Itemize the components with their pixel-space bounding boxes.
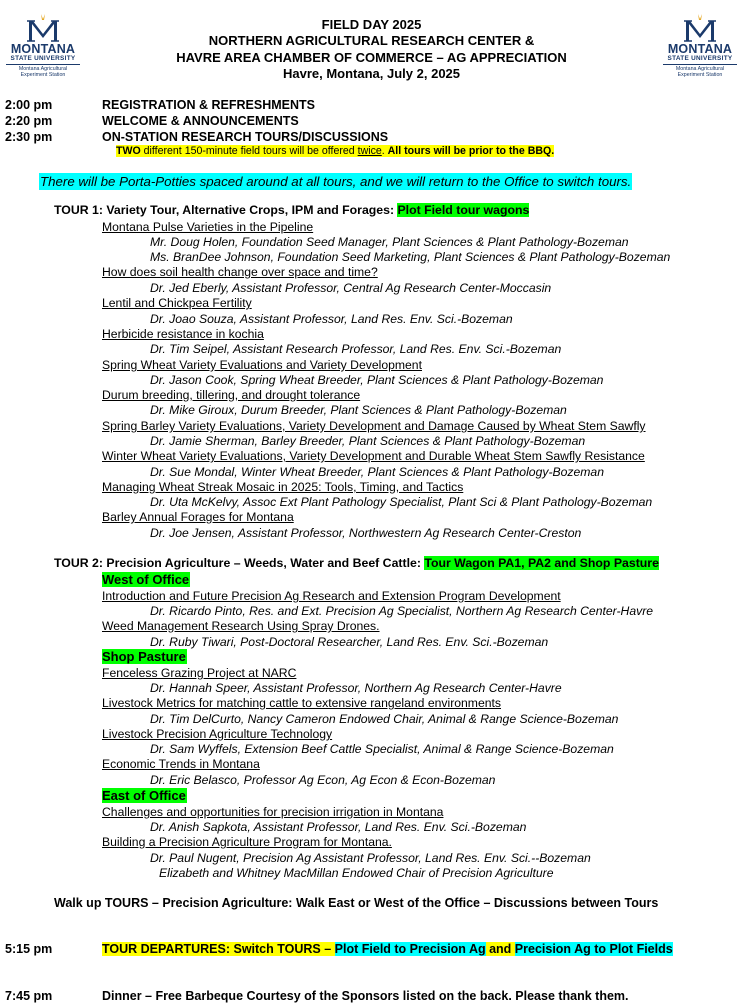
tour1-topic: Spring Barley Variety Evaluations, Variety Development and Damage Caused by Wheat Stem Sawfly	[102, 419, 646, 433]
tours-note	[116, 145, 554, 157]
dinner-desc: Dinner – Free Barbeque Courtesy of the Sponsors listed on the back. Please thank them.	[102, 989, 629, 1003]
header-org: NORTHERN AGRICULTURAL RESEARCH CENTER &	[208, 33, 535, 49]
logo-wordmark: MONTANA	[667, 42, 733, 56]
tour1-speaker: Dr. Uta McKelvy, Assoc Ext Plant Pathology Specialist, Plant Sci & Plant Pathology-Bozeman	[150, 495, 653, 509]
note-period: .	[381, 145, 388, 157]
msu-m-icon	[27, 14, 59, 42]
tour2-speaker: Dr. Ruby Tiwari, Post-Doctoral Researcher, Land Res. Env. Sci.-Bozeman	[150, 635, 549, 649]
tour1-topic: How does soil health change over space and time?	[102, 265, 378, 279]
departures-and: and	[485, 942, 515, 956]
logo-wordmark: MONTANA	[10, 42, 76, 56]
tour1-speaker: Dr. Jamie Sherman, Barley Breeder, Plant Sciences & Plant Pathology-Bozeman	[150, 434, 586, 448]
tour2-speaker: Dr. Eric Belasco, Professor Ag Econ, Ag Econ & Econ-Bozeman	[150, 773, 496, 787]
header-title: FIELD DAY 2025	[321, 17, 422, 32]
schedule-time: 2:00 pm	[5, 98, 53, 112]
logo-university: STATE UNIVERSITY	[10, 55, 76, 62]
tour1-topic: Managing Wheat Streak Mosaic in 2025: Tools, Timing, and Tactics	[102, 480, 464, 494]
tour2-speaker-chair: Elizabeth and Whitney MacMillan Endowed Chair of Precision Agriculture	[159, 866, 554, 880]
logo-divider	[663, 64, 737, 65]
tour2-topic: Livestock Precision Agriculture Technology	[102, 727, 333, 741]
section-west-of-office: West of Office	[102, 572, 190, 587]
msu-m-icon	[684, 14, 716, 42]
msu-logo-right	[657, 14, 743, 78]
section-east-of-office: East of Office	[102, 788, 186, 803]
tour2-speaker: Dr. Ricardo Pinto, Res. and Ext. Precision Ag Specialist, Northern Ag Research Center-Havre	[150, 604, 654, 618]
tour2-topic: Fenceless Grazing Project at NARC	[102, 666, 297, 680]
tour1-speaker: Ms. BranDee Johnson, Foundation Seed Marketing, Plant Sciences & Plant Pathology-Bozeman	[150, 250, 671, 264]
schedule-desc: WELCOME & ANNOUNCEMENTS	[102, 114, 299, 128]
tour1-topic: Barley Annual Forages for Montana	[102, 510, 294, 524]
departures-time: 5:15 pm	[5, 942, 53, 956]
note-bbq: All tours will be prior to the BBQ.	[387, 145, 555, 157]
departures-precision-to-plot: Precision Ag to Plot Fields	[514, 942, 673, 956]
tour1-speaker: Dr. Sue Mondal, Winter Wheat Breeder, Plant Sciences & Plant Pathology-Bozeman	[150, 465, 604, 479]
logo-station-line1: Montana Agricultural	[18, 66, 68, 72]
porta-potty-note: There will be Porta-Potties spaced around at all tours, and we will return to the Office to switch tours.	[40, 174, 632, 189]
note-text: different 150-minute field tours will be offered	[140, 145, 358, 157]
section-shop-pasture: Shop Pasture	[102, 649, 186, 664]
tour1-speaker: Dr. Joao Souza, Assistant Professor, Land Res. Env. Sci.-Bozeman	[150, 312, 513, 326]
schedule-time: 2:20 pm	[5, 114, 53, 128]
logo-station-line2: Experiment Station	[20, 72, 66, 78]
schedule-desc: ON-STATION RESEARCH TOURS/DISCUSSIONS	[102, 130, 389, 144]
departures-plot-to-precision: Plot Field to Precision Ag	[334, 942, 486, 956]
tour2-topic: Economic Trends in Montana	[102, 757, 260, 771]
tour2-topic: Weed Management Research Using Spray Drones.	[102, 619, 380, 633]
logo-station-line2: Experiment Station	[677, 72, 723, 78]
departures-label: TOUR DEPARTURES: Switch TOURS –	[102, 942, 335, 956]
tour2-topic: Building a Precision Agriculture Program for Montana.	[102, 835, 392, 849]
tour1-location-badge: Plot Field tour wagons	[397, 203, 530, 217]
tour1-topic: Spring Wheat Variety Evaluations and Variety Development	[102, 358, 422, 372]
tour2-topic: Challenges and opportunities for precision irrigation in Montana	[102, 805, 444, 819]
tour2-speaker: Dr. Anish Sapkota, Assistant Professor, Land Res. Env. Sci.-Bozeman	[150, 820, 527, 834]
logo-station-line1: Montana Agricultural	[675, 66, 725, 72]
dinner-time: 7:45 pm	[5, 989, 53, 1003]
msu-logo-left	[0, 14, 86, 78]
tour1-speaker: Dr. Jed Eberly, Assistant Professor, Central Ag Research Center-Moccasin	[150, 281, 552, 295]
tour2-speaker: Dr. Paul Nugent, Precision Ag Assistant Professor, Land Res. Env. Sci.--Bozeman	[150, 851, 591, 865]
tour1-topic: Herbicide resistance in kochia	[102, 327, 264, 341]
tour2-speaker: Dr. Sam Wyffels, Extension Beef Cattle Specialist, Animal & Range Science-Bozeman	[150, 742, 614, 756]
tour2-topic: Introduction and Future Precision Ag Research and Extension Program Development	[102, 589, 561, 603]
tour2-topic: Livestock Metrics for matching cattle to extensive rangeland environments	[102, 696, 501, 710]
tour1-speaker: Mr. Doug Holen, Foundation Seed Manager, Plant Sciences & Plant Pathology-Bozeman	[150, 235, 629, 249]
header-chamber: HAVRE AREA CHAMBER OF COMMERCE – AG APPRECIATION	[176, 49, 567, 65]
tour1-topic: Montana Pulse Varieties in the Pipeline	[102, 220, 314, 234]
tour1-title: TOUR 1: Variety Tour, Alternative Crops, IPM and Forages:	[54, 203, 398, 217]
tour2-speaker: Dr. Hannah Speer, Assistant Professor, Northern Ag Research Center-Havre	[150, 681, 562, 695]
note-twice: twice	[357, 145, 382, 157]
tour2-title: TOUR 2: Precision Agriculture – Weeds, Water and Beef Cattle:	[54, 556, 425, 570]
tour1-speaker: Dr. Mike Giroux, Durum Breeder, Plant Sciences & Plant Pathology-Bozeman	[150, 403, 567, 417]
tour2-speaker: Dr. Tim DelCurto, Nancy Cameron Endowed Chair, Animal & Range Science-Bozeman	[150, 712, 619, 726]
tour1-speaker: Dr. Tim Seipel, Assistant Research Professor, Land Res. Env. Sci.-Bozeman	[150, 342, 562, 356]
tour2-location-badge: Tour Wagon PA1, PA2 and Shop Pasture	[424, 556, 659, 570]
page-header	[120, 17, 623, 82]
schedule-time: 2:30 pm	[5, 130, 53, 144]
logo-divider	[6, 64, 80, 65]
tour1-topic: Durum breeding, tillering, and drought tolerance	[102, 388, 361, 402]
tour1-speaker: Dr. Jason Cook, Spring Wheat Breeder, Plant Sciences & Plant Pathology-Bozeman	[150, 373, 604, 387]
tour1-heading	[54, 203, 529, 217]
header-location-date: Havre, Montana, July 2, 2025	[282, 65, 461, 81]
tour1-topic: Lentil and Chickpea Fertility	[102, 296, 252, 310]
tour1-speaker: Dr. Joe Jensen, Assistant Professor, Northwestern Ag Research Center-Creston	[150, 526, 582, 540]
schedule-desc: REGISTRATION & REFRESHMENTS	[102, 98, 315, 112]
logo-university: STATE UNIVERSITY	[667, 55, 733, 62]
tour1-topic: Winter Wheat Variety Evaluations, Variety Development and Durable Wheat Stem Sawfly Resistance	[102, 449, 645, 463]
walkup-tours-note: Walk up TOURS – Precision Agriculture: Walk East or West of the Office – Discussions between Tours	[54, 896, 659, 910]
departures-desc	[102, 942, 673, 956]
note-two: TWO	[116, 145, 141, 157]
tour2-heading	[54, 556, 659, 570]
